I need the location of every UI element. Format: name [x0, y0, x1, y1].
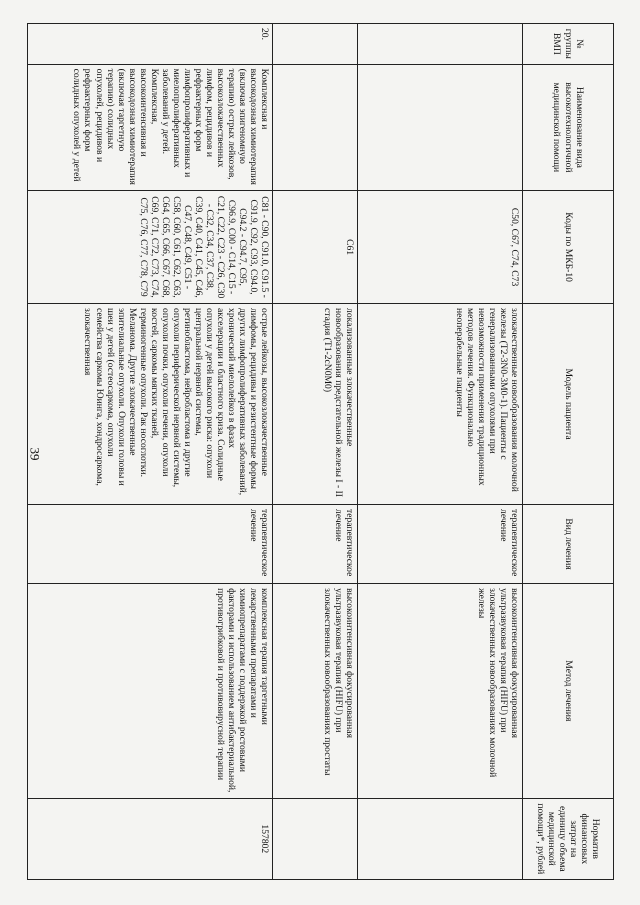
table-row: [358, 24, 523, 880]
cell-name: [358, 64, 523, 190]
cell-method: комплексная терапия таргетными лекарственными препаратами и химиопрепаратами с поддержкой ростовыми факторами и использованием антибактериальной, противогрибковой и противовирусной терапии: [28, 584, 273, 799]
table-row: [273, 24, 358, 880]
cell-codes: C50, C67, C74, C73: [358, 191, 523, 304]
cell-num: [273, 24, 358, 65]
table-row: [28, 24, 273, 880]
cell-codes: C81 - C90, C91.0, C91.5 - C91.9, C92, C93, C94.0, C94.2 - C94.7, C95, C96.9, C00 - C14, C15 - C21, C22, C23 - C26, C30 - C32, C34, C37, C38, C39, C40, C41, C45, C46, C47, C48, C49, C51 - C58, C60, C61, C62, C63, C64, C65, C66, C67, C68, C69, C71, C72, C73, C74, C75, C76, C77, C78, C79: [28, 191, 273, 304]
cell-model: злокачественные новообразования молочной железы (T2-3N0-3M0-1). Пациенты с генерализованными опухолями при невозможности применения традиционных методов лечения. Функционально неоперабельные пациенты: [358, 304, 523, 505]
cell-model: локализованные злокачественные новообразования предстательной железы I - II стадия (T1-2cN0M0): [273, 304, 358, 505]
cell-method: высокоинтенсивная фокусированная ультразвуковая терапия (HIFU) при злокачественных новообразованиях простаты: [273, 584, 358, 799]
cell-norm: [358, 798, 523, 879]
header-model: Модель пациента: [523, 304, 614, 505]
cell-name: [273, 64, 358, 190]
header-num: № группы ВМП: [523, 24, 614, 65]
cell-kind: терапевтическое лечение: [28, 505, 273, 584]
page-number: 39: [27, 447, 43, 461]
header-method: Метод лечения: [523, 584, 614, 799]
cell-kind: терапевтическое лечение: [273, 505, 358, 584]
cell-norm: [273, 798, 358, 879]
cell-norm: 157802: [28, 798, 273, 879]
header-codes: Коды по МКБ-10: [523, 191, 614, 304]
cell-kind: терапевтическое лечение: [358, 505, 523, 584]
cell-name: Комплексная и высокодозная химиотерапия (включая эпигеномную терапию) острых лейкозов, высокозлокачественных лимфом, рецидивов и рефрактерных форм лимфопролиферативных и миелопролиферативных заболеваний у детей. Комплексная, высокоинтенсивная и высокодозная химиотерапия (включая таргетную терапию) солидных опухолей, рецидивов и рефрактерных форм солидных опухолей у детей: [28, 64, 273, 190]
cell-num: [358, 24, 523, 65]
cell-codes: C61: [273, 191, 358, 304]
cell-num: 20.: [28, 24, 273, 65]
header-norm: Норматив финансовых затрат на единицу объема медицинской помощи*, рублей: [523, 798, 614, 879]
header-name: Наименование вида высокотехнологичной медицинской помощи: [523, 64, 614, 190]
header-kind: Вид лечения: [523, 505, 614, 584]
cell-model: острые лейкозы, высокозлокачественные лимфомы, рецидивы и резистентные формы других лимфопролиферативных заболеваний, хронический миелолейкоз в фазах акселерации и бластного криза. Солидные опухоли у детей высокого риска: опухоли центральной нервной системы, ретинобластома, нейробластома и другие опухоли периферической нервной системы, опухоли почки, опухоли печени, опухоли костей, саркомы мягких тканей, герминогенные опухоли. Рак носоглотки. Меланома. Другие злокачественные эпителиальные опухоли. Опухоли головы и шеи у детей (остеосаркома, опухоли семейства саркомы Юинга, хондросаркома, злокачественная: [28, 304, 273, 505]
header-row: [523, 24, 614, 880]
table-sheet: [54, 23, 614, 880]
cell-method: высокоинтенсивная фокусированная ультразвуковая терапия (HIFU) при злокачественных новообразованиях молочной железы: [358, 584, 523, 799]
vmp-table: [27, 23, 614, 880]
